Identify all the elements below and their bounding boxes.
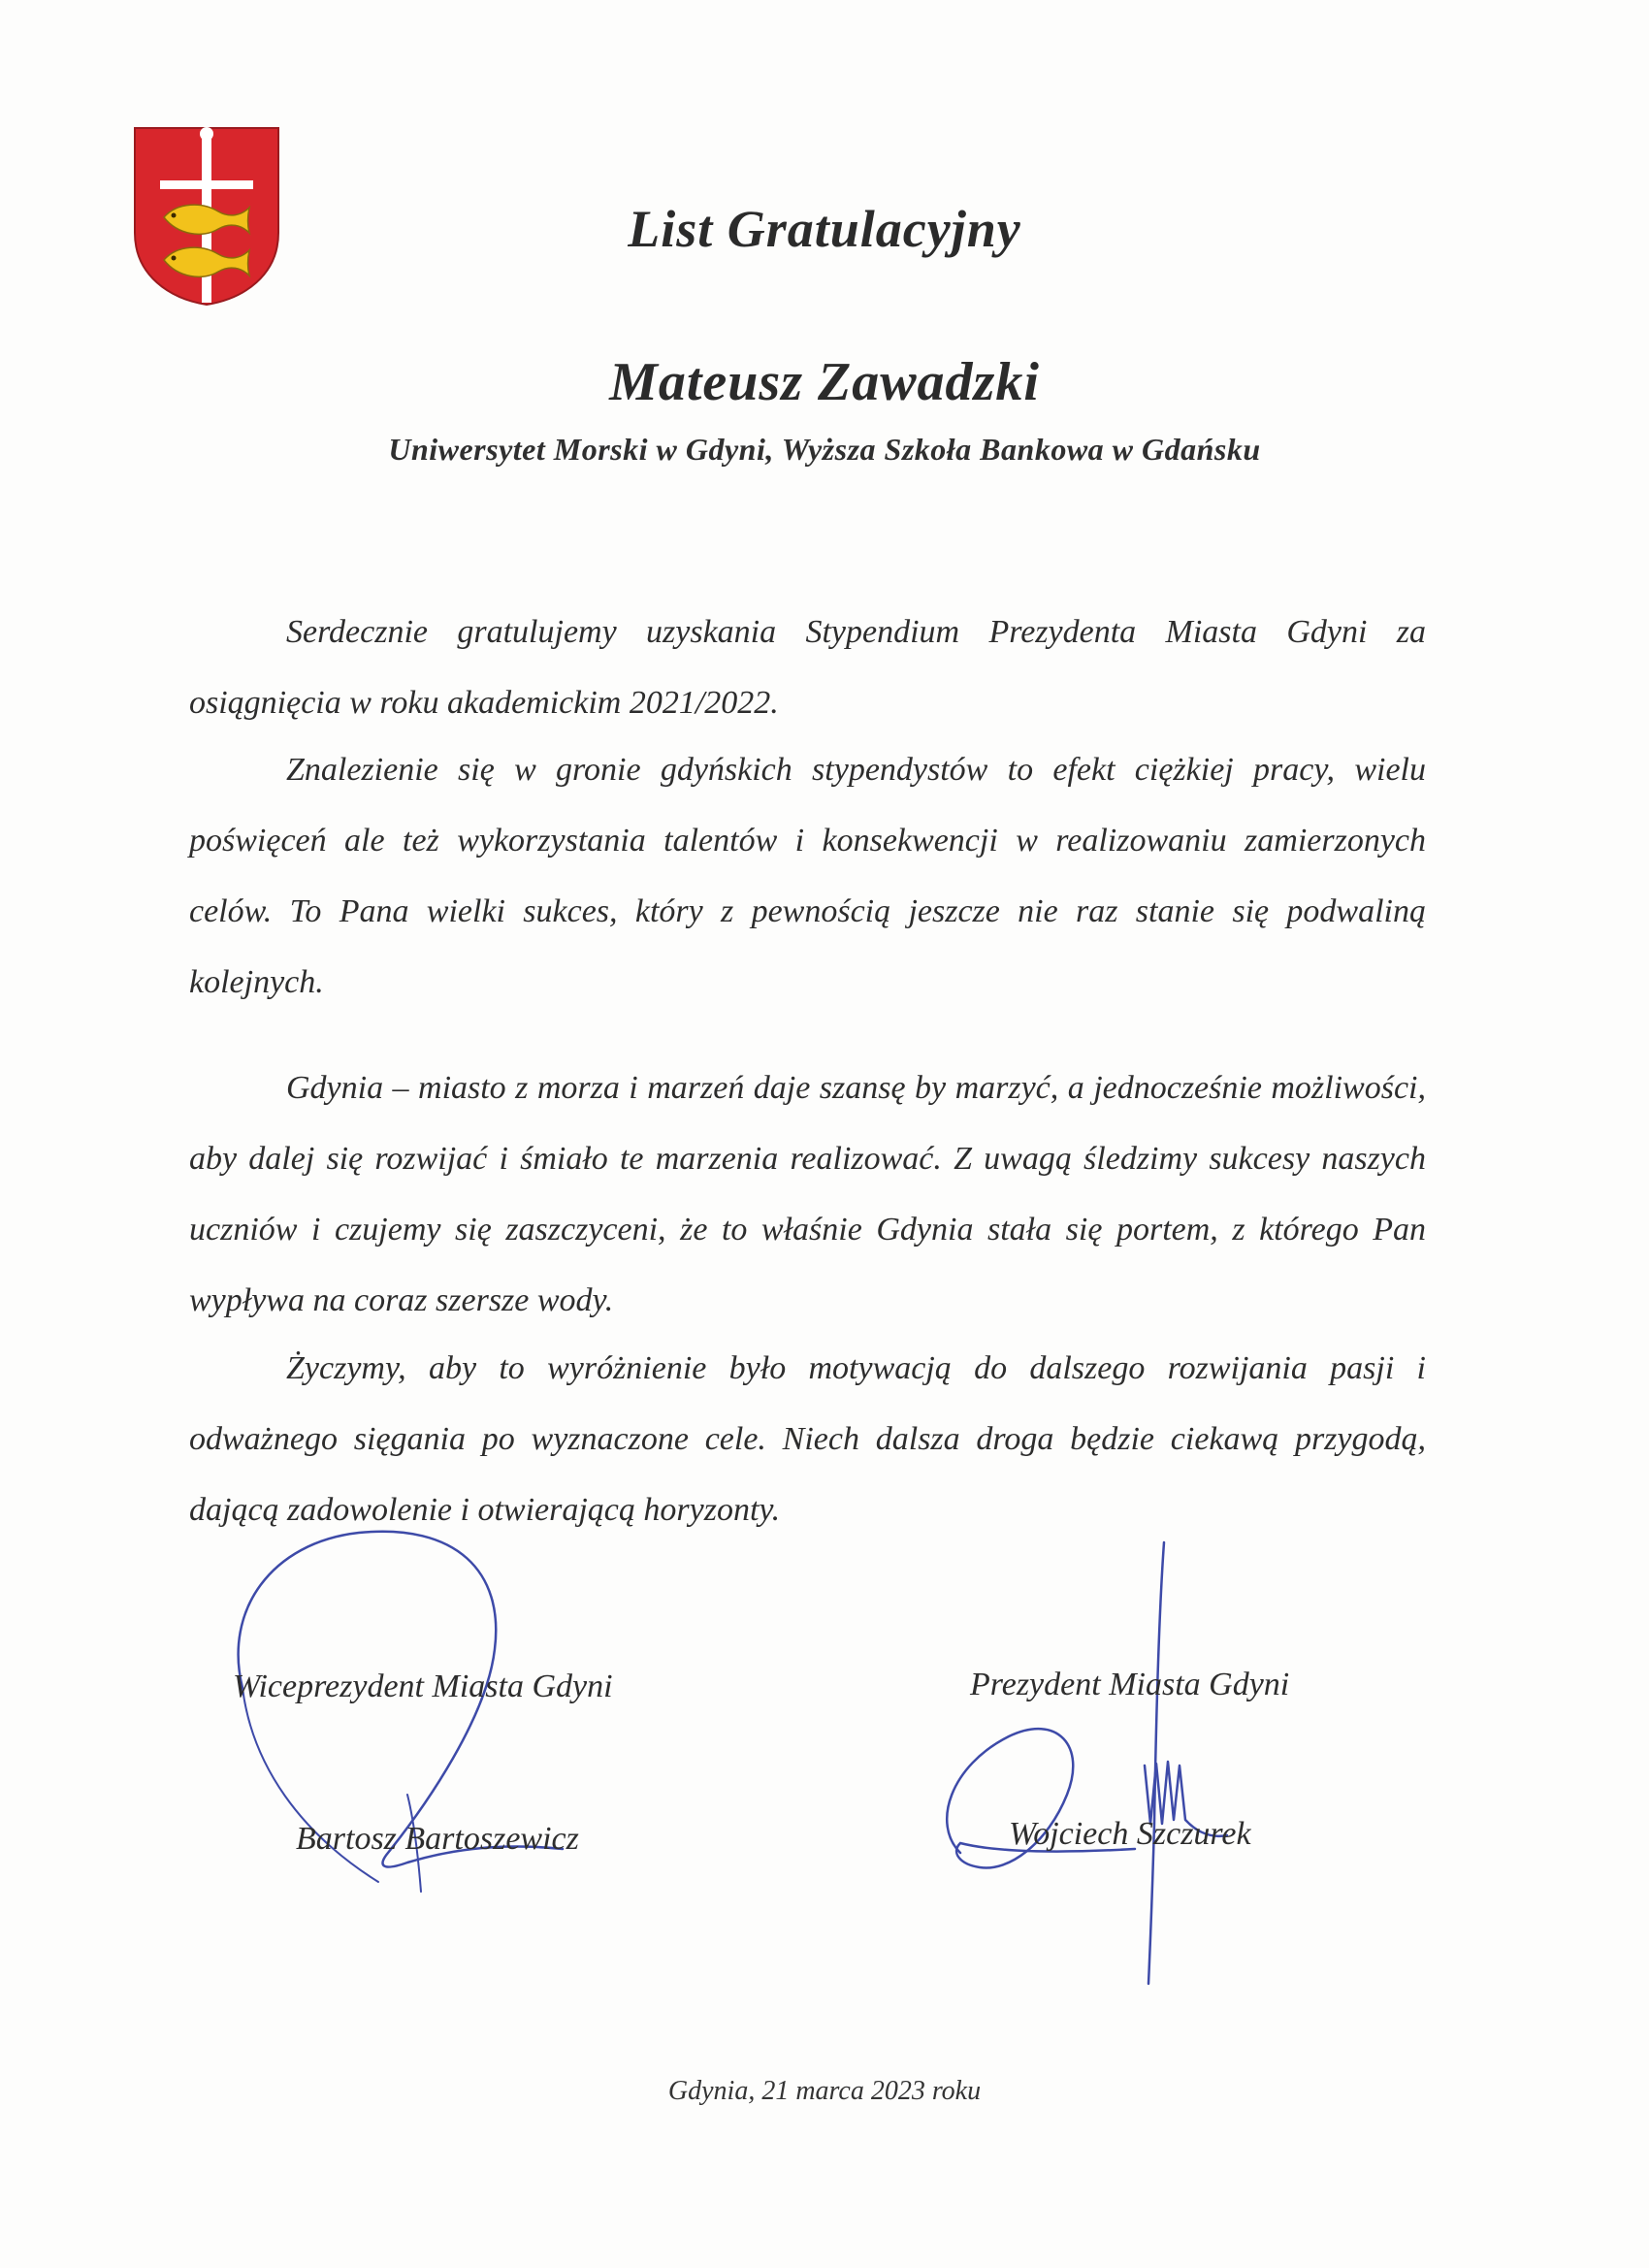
vice-president-name: Bartosz Bartoszewicz [296,1821,579,1857]
place-and-date: Gdynia, 21 marca 2023 roku [667,2076,982,2106]
body-paragraph-4 [189,1333,1426,1545]
president-signature [922,1533,1232,1989]
recipient-name: Mateusz Zawadzki [609,352,1040,412]
body-paragraph-1 [189,597,1426,738]
vice-president-title: Wiceprezydent Miasta Gdyni [233,1669,613,1704]
paragraph-text: Życzymy, aby to wyróżnienie było motywacją do dalszego rozwijania pasji i odważnego sięgania po wyznaczone cele. Niech dalsza droga będzie ciekawą przygodą, dającą zadowolenie i otwierającą horyzonty. [189,1350,1426,1528]
president-title: Prezydent Miasta Gdyni [970,1667,1290,1702]
paragraph-text: Serdecznie gratulujemy uzyskania Stypendium Prezydenta Miasta Gdyni za osiągnięcia w roku akademickim 2021/2022. [189,614,1426,721]
paragraph-text: Gdynia – miasto z morza i marzeń daje szansę by marzyć, a jednocześnie możliwości, aby dalej się rozwijać i śmiało te marzenia realizować. Z uwagą śledzimy sukcesy naszych uczniów i czujemy się zaszczyceni, że to właśnie Gdynia stała się portem, z którego Pan wypływa na coraz szersze wody. [189,1070,1426,1318]
president-name: Wojciech Szczurek [1009,1816,1251,1852]
letter-title: List Gratulacyjny [628,200,1021,258]
body-paragraph-2 [189,734,1426,1018]
recipient-affiliation: Uniwersytet Morski w Gdyni, Wyższa Szkoła Bankowa w Gdańsku [388,432,1261,467]
body-paragraph-3 [189,1053,1426,1336]
paragraph-text: Znalezienie się w gronie gdyńskich stypendystów to efekt ciężkiej pracy, wielu poświęceń ale też wykorzystania talentów i konsekwencji w realizowaniu zamierzonych celów. To Pana wielki sukces, który z pewnością jeszcze nie raz stanie się podwaliną kolejnych. [189,752,1426,1000]
